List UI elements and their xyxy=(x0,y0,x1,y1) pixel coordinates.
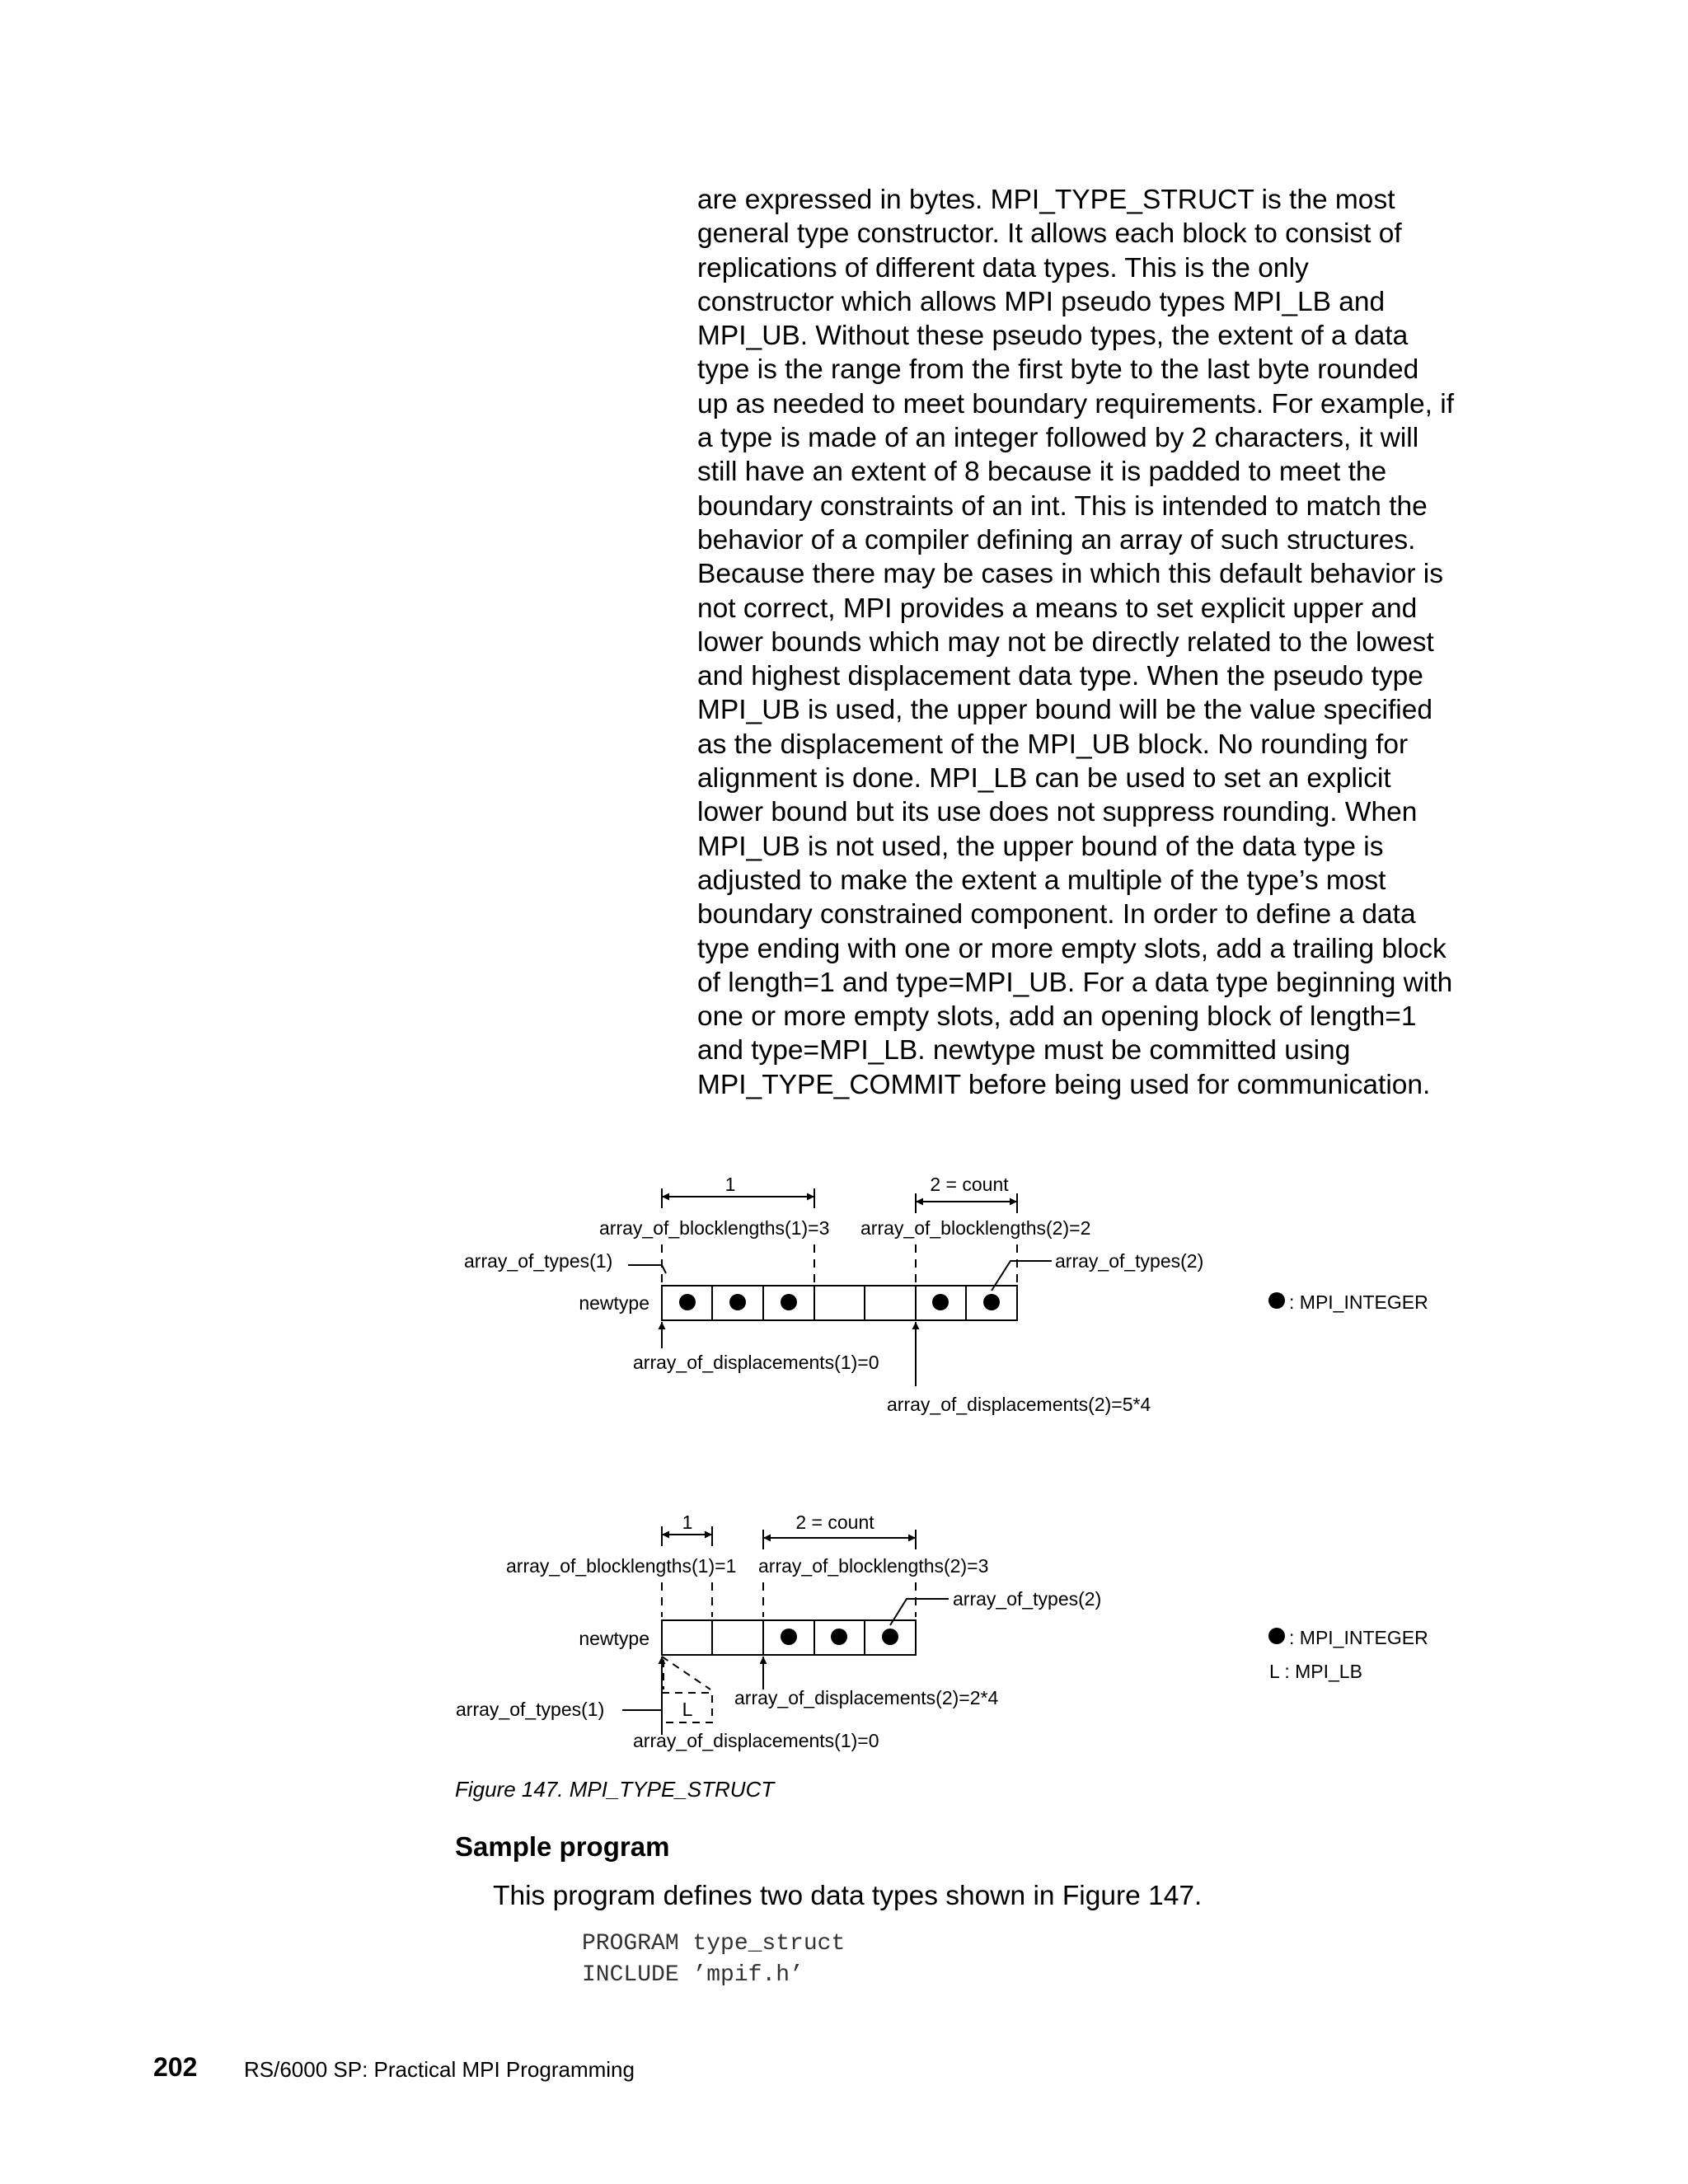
count-label: 2 = count xyxy=(795,1511,874,1533)
count-label: 1 xyxy=(682,1511,693,1533)
body-line: constructor which allows MPI pseudo types MPI_LB and xyxy=(697,286,1386,317)
body-line: a type is made of an integer followed by 2 characters, it will xyxy=(697,423,1419,454)
legend-dot xyxy=(1268,1292,1285,1309)
blocklength-label: array_of_blocklengths(1)=1 xyxy=(506,1555,737,1577)
body-line: MPI_UB is used, the upper bound will be the value specified xyxy=(697,695,1433,726)
legend-lb-label: L : MPI_LB xyxy=(1269,1661,1362,1682)
leader-line xyxy=(628,1265,666,1273)
body-line: not correct, MPI provides a means to set explicit upper and xyxy=(697,593,1418,624)
body-line: MPI_UB is not used, the upper bound of the data type is xyxy=(697,831,1384,862)
legend-dot xyxy=(1268,1628,1285,1644)
body-line: MPI_UB. Without these pseudo types, the extent of a data xyxy=(697,321,1409,352)
body-line: and type=MPI_LB. newtype must be committed using xyxy=(697,1035,1351,1066)
body-line: still have an extent of 8 because it is padded to meet the xyxy=(697,457,1387,488)
body-line: of length=1 and type=MPI_UB. For a data type beginning with xyxy=(697,967,1453,998)
integer-element-dot xyxy=(932,1294,949,1310)
body-line: are expressed in bytes. MPI_TYPE_STRUCT is the most xyxy=(697,185,1395,215)
body-line: lower bounds which may not be directly related to the lowest xyxy=(697,626,1434,658)
code-line: PROGRAM type_struct xyxy=(582,1931,846,1957)
displacement-label: array_of_displacements(2)=5*4 xyxy=(887,1394,1151,1415)
newtype-label: newtype xyxy=(579,1292,649,1314)
integer-element-dot xyxy=(781,1629,797,1645)
displacement-label: array_of_displacements(1)=0 xyxy=(633,1730,879,1751)
body-line: general type constructor. It allows each block to consist of xyxy=(697,218,1402,250)
body-line: boundary constrained component. In order to define a data xyxy=(697,899,1416,930)
integer-element-dot xyxy=(679,1294,696,1310)
body-paragraph xyxy=(697,183,1489,1102)
struct-diagram-lower xyxy=(0,1504,1688,1768)
body-line: one or more empty slots, add an opening block of length=1 xyxy=(697,1001,1417,1033)
body-line: replications of different data types. This is the only xyxy=(697,252,1309,284)
count-label: 1 xyxy=(724,1174,736,1195)
blocklength-label: array_of_blocklengths(1)=3 xyxy=(599,1217,830,1239)
body-line: up as needed to meet boundary requirements. For example, if xyxy=(697,388,1455,419)
body-line: and highest displacement data type. When the pseudo type xyxy=(697,661,1423,692)
integer-element-dot xyxy=(831,1629,847,1645)
struct-diagram-upper xyxy=(0,1162,1688,1434)
section-heading: Sample program xyxy=(455,1831,670,1862)
code-line: INCLUDE ’mpif.h’ xyxy=(582,1962,804,1988)
blocklength-label: array_of_blocklengths(2)=3 xyxy=(758,1555,989,1577)
integer-element-dot xyxy=(882,1629,898,1645)
lb-mark: L xyxy=(682,1699,693,1720)
newtype-label: newtype xyxy=(579,1628,649,1649)
body-line: boundary constraints of an int. This is intended to match the xyxy=(697,490,1428,522)
integer-element-dot xyxy=(983,1294,1000,1310)
book-title: RS/6000 SP: Practical MPI Programming xyxy=(244,2057,635,2082)
integer-element-dot xyxy=(729,1294,746,1310)
legend-integer-label: : MPI_INTEGER xyxy=(1289,1627,1428,1648)
types-label: array_of_types(1) xyxy=(464,1250,613,1272)
leader-line xyxy=(890,1599,949,1625)
body-line: behavior of a compiler defining an array of such structures. xyxy=(697,524,1416,555)
intro-paragraph: This program defines two data types shown in Figure 147. xyxy=(493,1881,1203,1911)
body-line: as the displacement of the MPI_UB block. No rounding for xyxy=(697,729,1409,760)
blocklength-label: array_of_blocklengths(2)=2 xyxy=(860,1217,1091,1239)
body-line: Because there may be cases in which this default behavior is xyxy=(697,559,1443,590)
figure-caption: Figure 147. MPI_TYPE_STRUCT xyxy=(455,1777,775,1802)
body-line: type ending with one or more empty slots, add a trailing block xyxy=(697,933,1447,964)
count-label: 2 = count xyxy=(930,1174,1009,1195)
body-line: lower bound but its use does not suppress rounding. When xyxy=(697,797,1418,828)
types-label: array_of_types(2) xyxy=(1055,1250,1204,1272)
code-listing xyxy=(582,1929,845,1991)
types-label: array_of_types(1) xyxy=(456,1699,605,1720)
newtype-buffer xyxy=(662,1286,1017,1320)
body-line: adjusted to make the extent a multiple of the type’s most xyxy=(697,865,1386,896)
types-label: array_of_types(2) xyxy=(953,1588,1102,1610)
integer-element-dot xyxy=(781,1294,797,1310)
displacement-label: array_of_displacements(1)=0 xyxy=(633,1352,879,1373)
body-line: type is the range from the first byte to the last byte rounded xyxy=(697,354,1419,386)
legend-integer-label: : MPI_INTEGER xyxy=(1289,1291,1428,1313)
page-number: 202 xyxy=(153,2052,198,2082)
displacement-label: array_of_displacements(2)=2*4 xyxy=(734,1687,999,1708)
body-line: MPI_TYPE_COMMIT before being used for communication. xyxy=(697,1069,1431,1100)
body-line: alignment is done. MPI_LB can be used to set an explicit xyxy=(697,763,1391,794)
lb-connector xyxy=(662,1657,710,1690)
